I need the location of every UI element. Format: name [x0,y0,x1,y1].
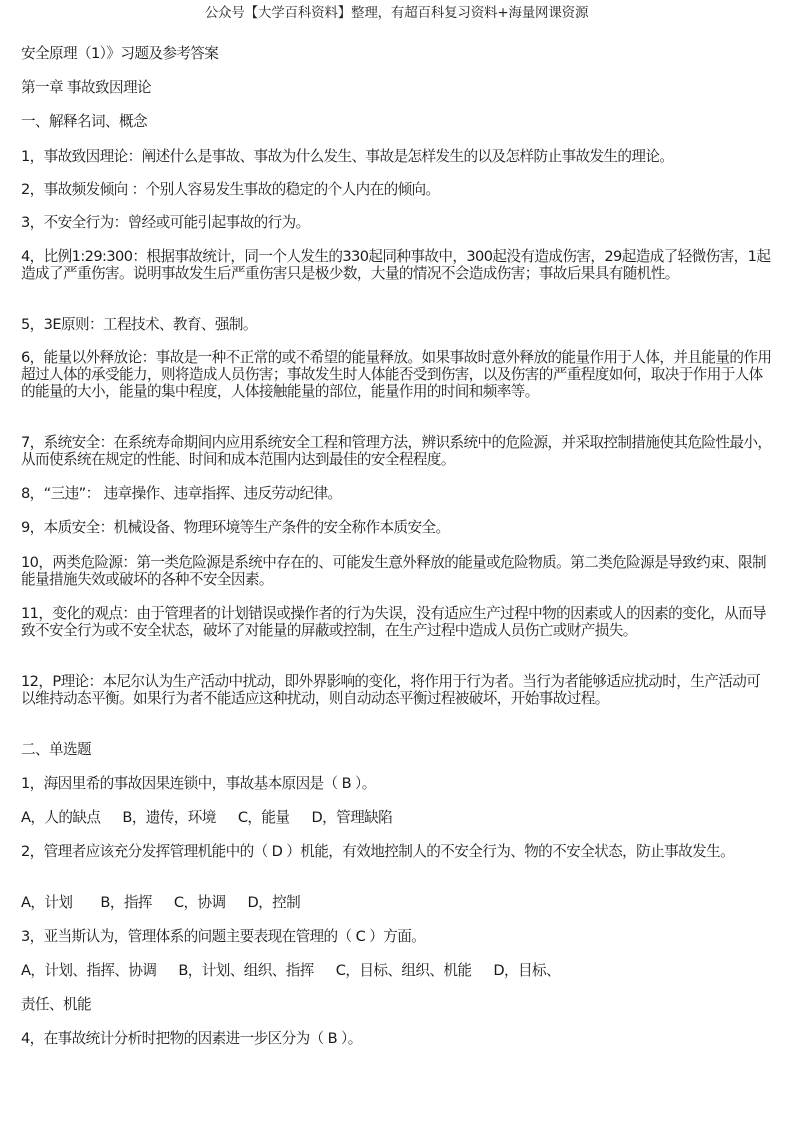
definition-item: 9，本质安全：机械设备、物理环境等生产条件的安全称作本质安全。 [21,519,450,536]
option-c: C，能量 [237,809,290,826]
definition-item: 1，事故致因理论：阐述什么是事故、事故为什么发生、事故是怎样发生的以及怎样防止事故发生的理论。 [21,148,674,165]
definition-item: 8，“三违”： 违章操作、违章指挥、违反劳动纪律。 [21,485,342,502]
option-d: D，管理缺陷 [311,809,393,826]
question-stem: 1，海因里希的事故因果连锁中，事故基本原因是（ B ）。 [21,775,376,792]
section-heading-definitions: 一、解释名词、概念 [21,113,147,130]
question-options-continued: 责任、机能 [21,996,91,1013]
option-b: B，计划、组织、指挥 [178,962,314,979]
option-c: C，目标、组织、机能 [335,962,472,979]
question-stem: 2，管理者应该充分发挥管理机能中的（ D ）机能，有效地控制人的不安全行为、物的不安全状态，防止事故发生。 [21,843,735,860]
option-a: A，计划 [21,894,73,911]
definition-item: 11，变化的观点：由于管理者的计划错误或操作者的行为失误，没有适应生产过程中物的因素或人的因素的变化，从而导致不安全行为或不安全状态，破坏了对能量的屏蔽或控制，在生产过程中造成人员伤亡或财产损失。 [21,605,767,639]
definition-item: 7，系统安全：在系统寿命期间内应用系统安全工程和管理方法，辨识系统中的危险源，并采取控制措施使其危险性最小，从而使系统在规定的性能、时间和成本范围内达到最佳的安全程程度。 [21,434,772,468]
option-a: A，人的缺点 [21,809,101,826]
definition-item: 2，事故频发倾向 ：个别人容易发生事故的稳定的个人内在的倾向。 [21,181,440,198]
question-stem: 3，亚当斯认为，管理体系的问题主要表现在管理的（ C ）方面。 [21,928,426,945]
page-header: 公众号【大学百科资料】整理，有超百科复习资料+海量网课资源 [204,5,589,21]
question-options [21,962,773,979]
document-title: 安全原理（1）》习题及参考答案 [21,45,219,62]
definition-item: 10，两类危险源：第一类危险源是系统中存在的、可能发生意外释放的能量或危险物质。第二类危险源是导致约束、限制能量措施失效或破坏的各种不安全因素。 [21,554,767,588]
chapter-heading: 第一章 事故致因理论 [21,79,151,96]
option-b: B，指挥 [100,894,152,911]
option-d: D，控制 [247,894,301,911]
option-a: A，计划、指挥、协调 [21,962,157,979]
option-d: D，目标、 [493,962,560,979]
definition-item: 6，能量以外释放论：事故是一种不正常的或不希望的能量释放。如果事故时意外释放的能量作用于人体，并且能量的作用超过人体的承受能力，则将造成人员伤害；事故发生时人体能否受到伤害，以及伤害的严重程度如何，取决于作用于人体的能量的大小，能量的集中程度，人体接触能量的部位，能量作用的时间和频率等。 [21,349,772,400]
definition-item: 3，不安全行为：曾经或可能引起事故的行为。 [21,214,310,231]
option-b: B，遗传，环境 [122,809,216,826]
definition-item: 12，P理论：本尼尔认为生产活动中扰动，即外界影响的变化，将作用于行为者。当行为者能够适应扰动时，生产活动可以维持动态平衡。如果行为者不能适应这种扰动，则自动动态平衡过程被破坏，开始事故过程。 [21,673,761,707]
section-heading-single-choice: 二、单选题 [21,741,91,758]
definition-item: 5，3E原则：工程技术、教育、强制。 [21,316,257,333]
option-c: C，协调 [173,894,226,911]
question-stem: 4，在事故统计分析时把物的因素进一步区分为（ B ）。 [21,1030,362,1047]
definition-item: 4，比例1:29:300：根据事故统计，同一个人发生的330起同种事故中，300起没有造成伤害，29起造成了轻微伤害，1起造成了严重伤害。说明事故发生后严重伤害只是极少数，大量的情况不会造成伤害；事故后果具有随机性。 [21,248,771,282]
question-options [21,809,773,826]
question-options [21,894,773,911]
